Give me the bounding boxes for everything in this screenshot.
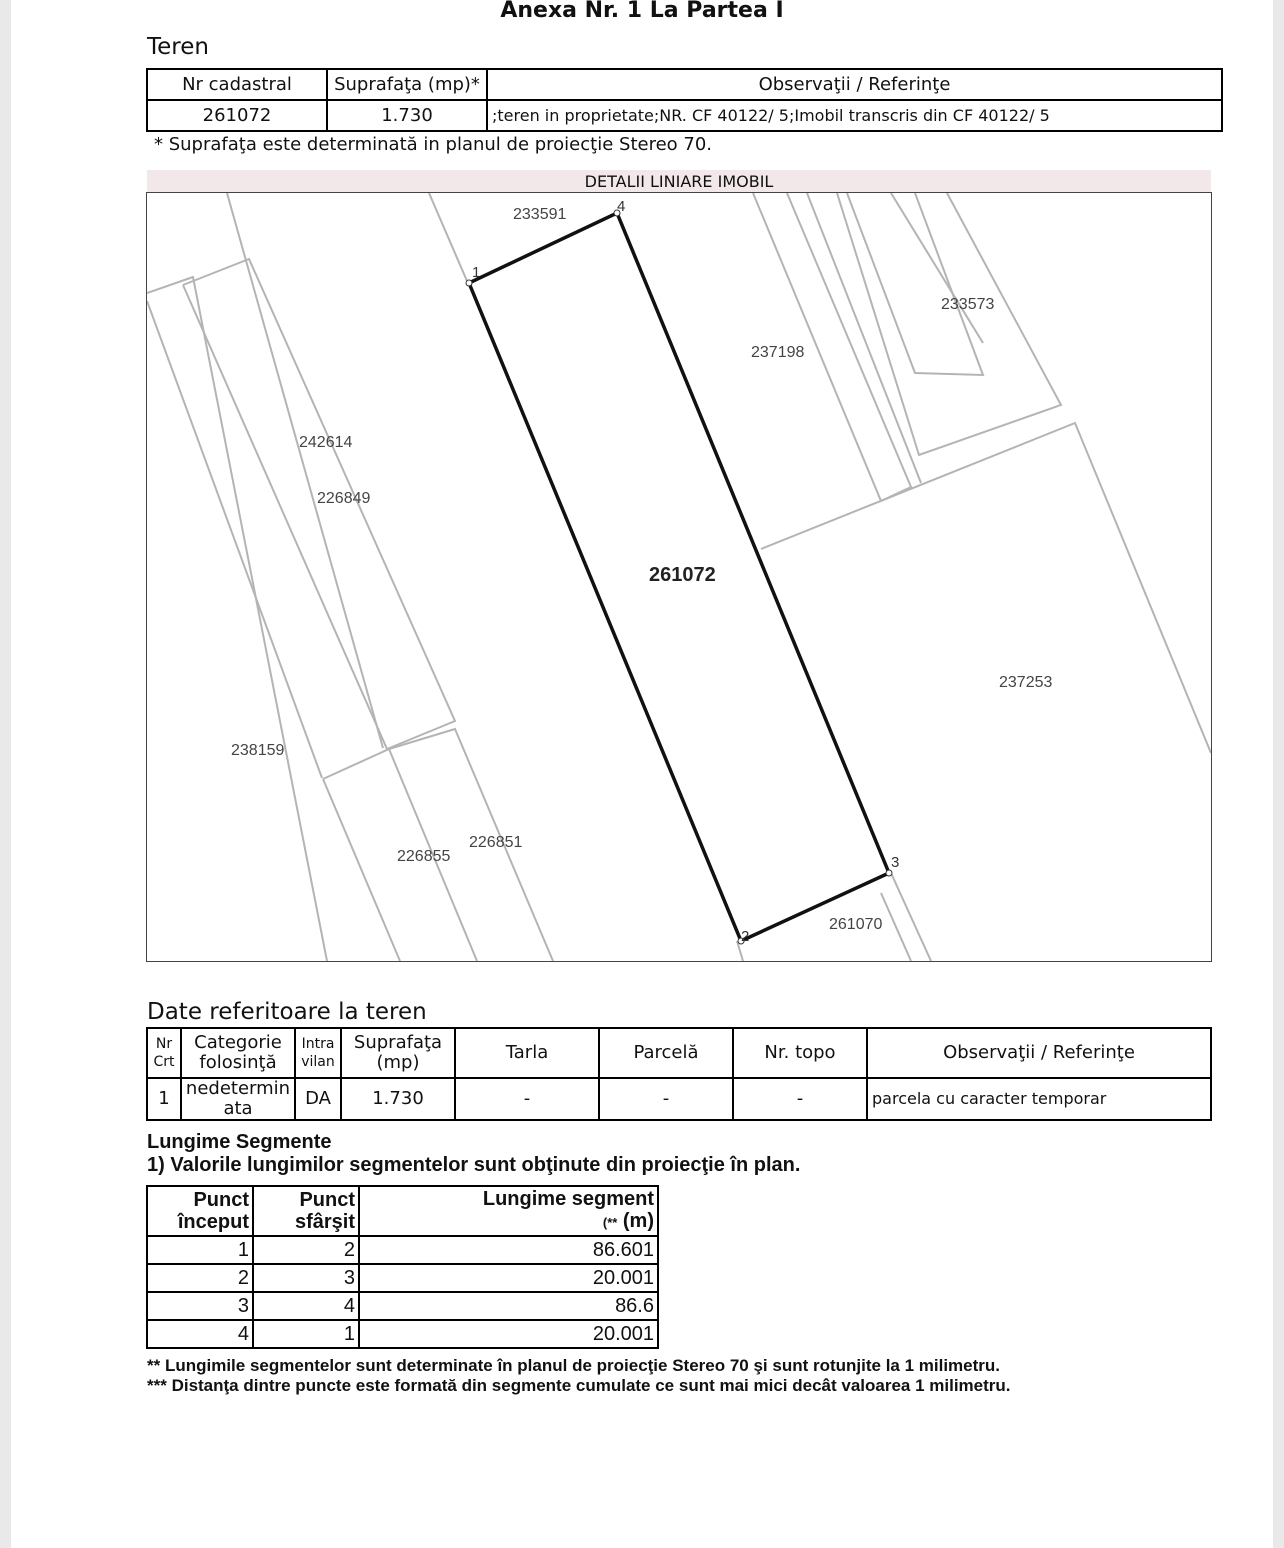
parcel-boundary [891,873,931,961]
map-label: 242614 [299,434,353,451]
parcel-main-label: 261072 [649,564,716,586]
footnote-1: ** Lungimile segmentelor sunt determinate în planul de proiecţie Stereo 70 şi sunt rotunjite la 1 milimetru. [147,1356,1001,1375]
cell-length: 20.001 [359,1264,658,1292]
cell-length: 86.6 [359,1292,658,1320]
table-header-row [147,1028,1211,1078]
map-label: 237253 [999,674,1053,691]
cell-start: 1 [147,1236,253,1264]
cell-observatii: parcela cu caracter temporar [867,1078,1211,1120]
cell-length: 86.601 [359,1236,658,1264]
date-heading: Date referitoare la teren [147,999,427,1025]
cadastral-map [146,192,1212,962]
point-label-1: 1 [472,264,481,281]
map-drawing [147,193,1211,961]
parcel-boundary [323,779,400,961]
header-nr-cadastral: Nr cadastral [147,69,327,100]
cell-start: 3 [147,1292,253,1320]
point-label-4: 4 [617,198,626,215]
header-categorie: Categorie folosinţă [181,1028,295,1078]
cell-nr: 1 [147,1078,181,1120]
segmente-heading: Lungime Segmente [147,1131,332,1153]
table-row [147,1078,1211,1120]
header-lungime: Lungime segment (** (m) [359,1186,658,1236]
parcel-boundary [147,277,327,961]
cell-observatii: ;teren in proprietate;NR. CF 40122/ 5;Imobil transcris din CF 40122/ 5 [487,100,1222,131]
teren-heading: Teren [147,34,209,60]
cell-start: 2 [147,1264,253,1292]
segmente-table [146,1185,659,1349]
parcel-boundary [761,423,1211,753]
map-label: 233573 [941,296,995,313]
header-nr-topo: Nr. topo [733,1028,867,1078]
cell-suprafata: 1.730 [327,100,487,131]
cell-start: 4 [147,1320,253,1348]
teren-note: * Suprafaţa este determinată in planul de proiecţie Stereo 70. [154,134,713,155]
cell-nr-topo: - [733,1078,867,1120]
document-page [11,0,1273,1548]
header-tarla: Tarla [455,1028,599,1078]
header-intravilan: Intra vilan [295,1028,341,1078]
header-punct-sfarsit: Punct sfârşit [253,1186,359,1236]
header-suprafata: Suprafaţa (mp) [341,1028,455,1078]
map-label: 238159 [231,742,285,759]
header-nr-crt: Nr Crt [147,1028,181,1078]
header-observatii: Observaţii / Referinţe [867,1028,1211,1078]
parcel-boundary [837,193,1061,455]
map-label: 226849 [317,490,371,507]
map-label: 233591 [513,206,567,223]
cell-end: 3 [253,1264,359,1292]
table-row [147,1292,658,1320]
header-punct-inceput: Punct început [147,1186,253,1236]
cell-end: 1 [253,1320,359,1348]
header-suprafata: Suprafaţa (mp)* [327,69,487,100]
cell-parcela: - [599,1078,733,1120]
table-header-row [147,1186,658,1236]
map-label: 226851 [469,834,523,851]
table-row [147,1264,658,1292]
point-label-3: 3 [891,854,900,871]
date-table [146,1027,1212,1121]
cell-length: 20.001 [359,1320,658,1348]
header-observatii: Observaţii / Referinţe [487,69,1222,100]
teren-table [146,68,1223,132]
parcel-boundary [881,893,911,961]
document-title: Anexa Nr. 1 La Partea I [500,0,784,23]
cell-tarla: - [455,1078,599,1120]
cell-categorie: nedetermin ata [181,1078,295,1120]
cell-end: 4 [253,1292,359,1320]
map-banner: DETALII LINIARE IMOBIL [147,170,1211,192]
map-label: 226855 [397,848,451,865]
map-label: 237198 [751,344,805,361]
cell-intravilan: DA [295,1078,341,1120]
parcel-boundary [227,193,383,748]
cell-suprafata: 1.730 [341,1078,455,1120]
table-row [147,1236,658,1264]
header-parcela: Parcelă [599,1028,733,1078]
point-label-2: 2 [741,928,750,945]
map-label: 261070 [829,916,883,933]
cell-nr-cadastral: 261072 [147,100,327,131]
table-header-row [147,69,1222,100]
cell-end: 2 [253,1236,359,1264]
segmente-subheading: 1) Valorile lungimilor segmentelor sunt obţinute din proiecţie în plan. [147,1154,801,1176]
table-row [147,100,1222,131]
parcel-boundary [429,193,467,281]
table-row [147,1320,658,1348]
footnote-2: *** Distanţa dintre puncte este formată din segmente cumulate ce sunt mai mici decât valoarea 1 milimetru. [147,1376,1011,1395]
parcel-boundary [891,193,983,343]
